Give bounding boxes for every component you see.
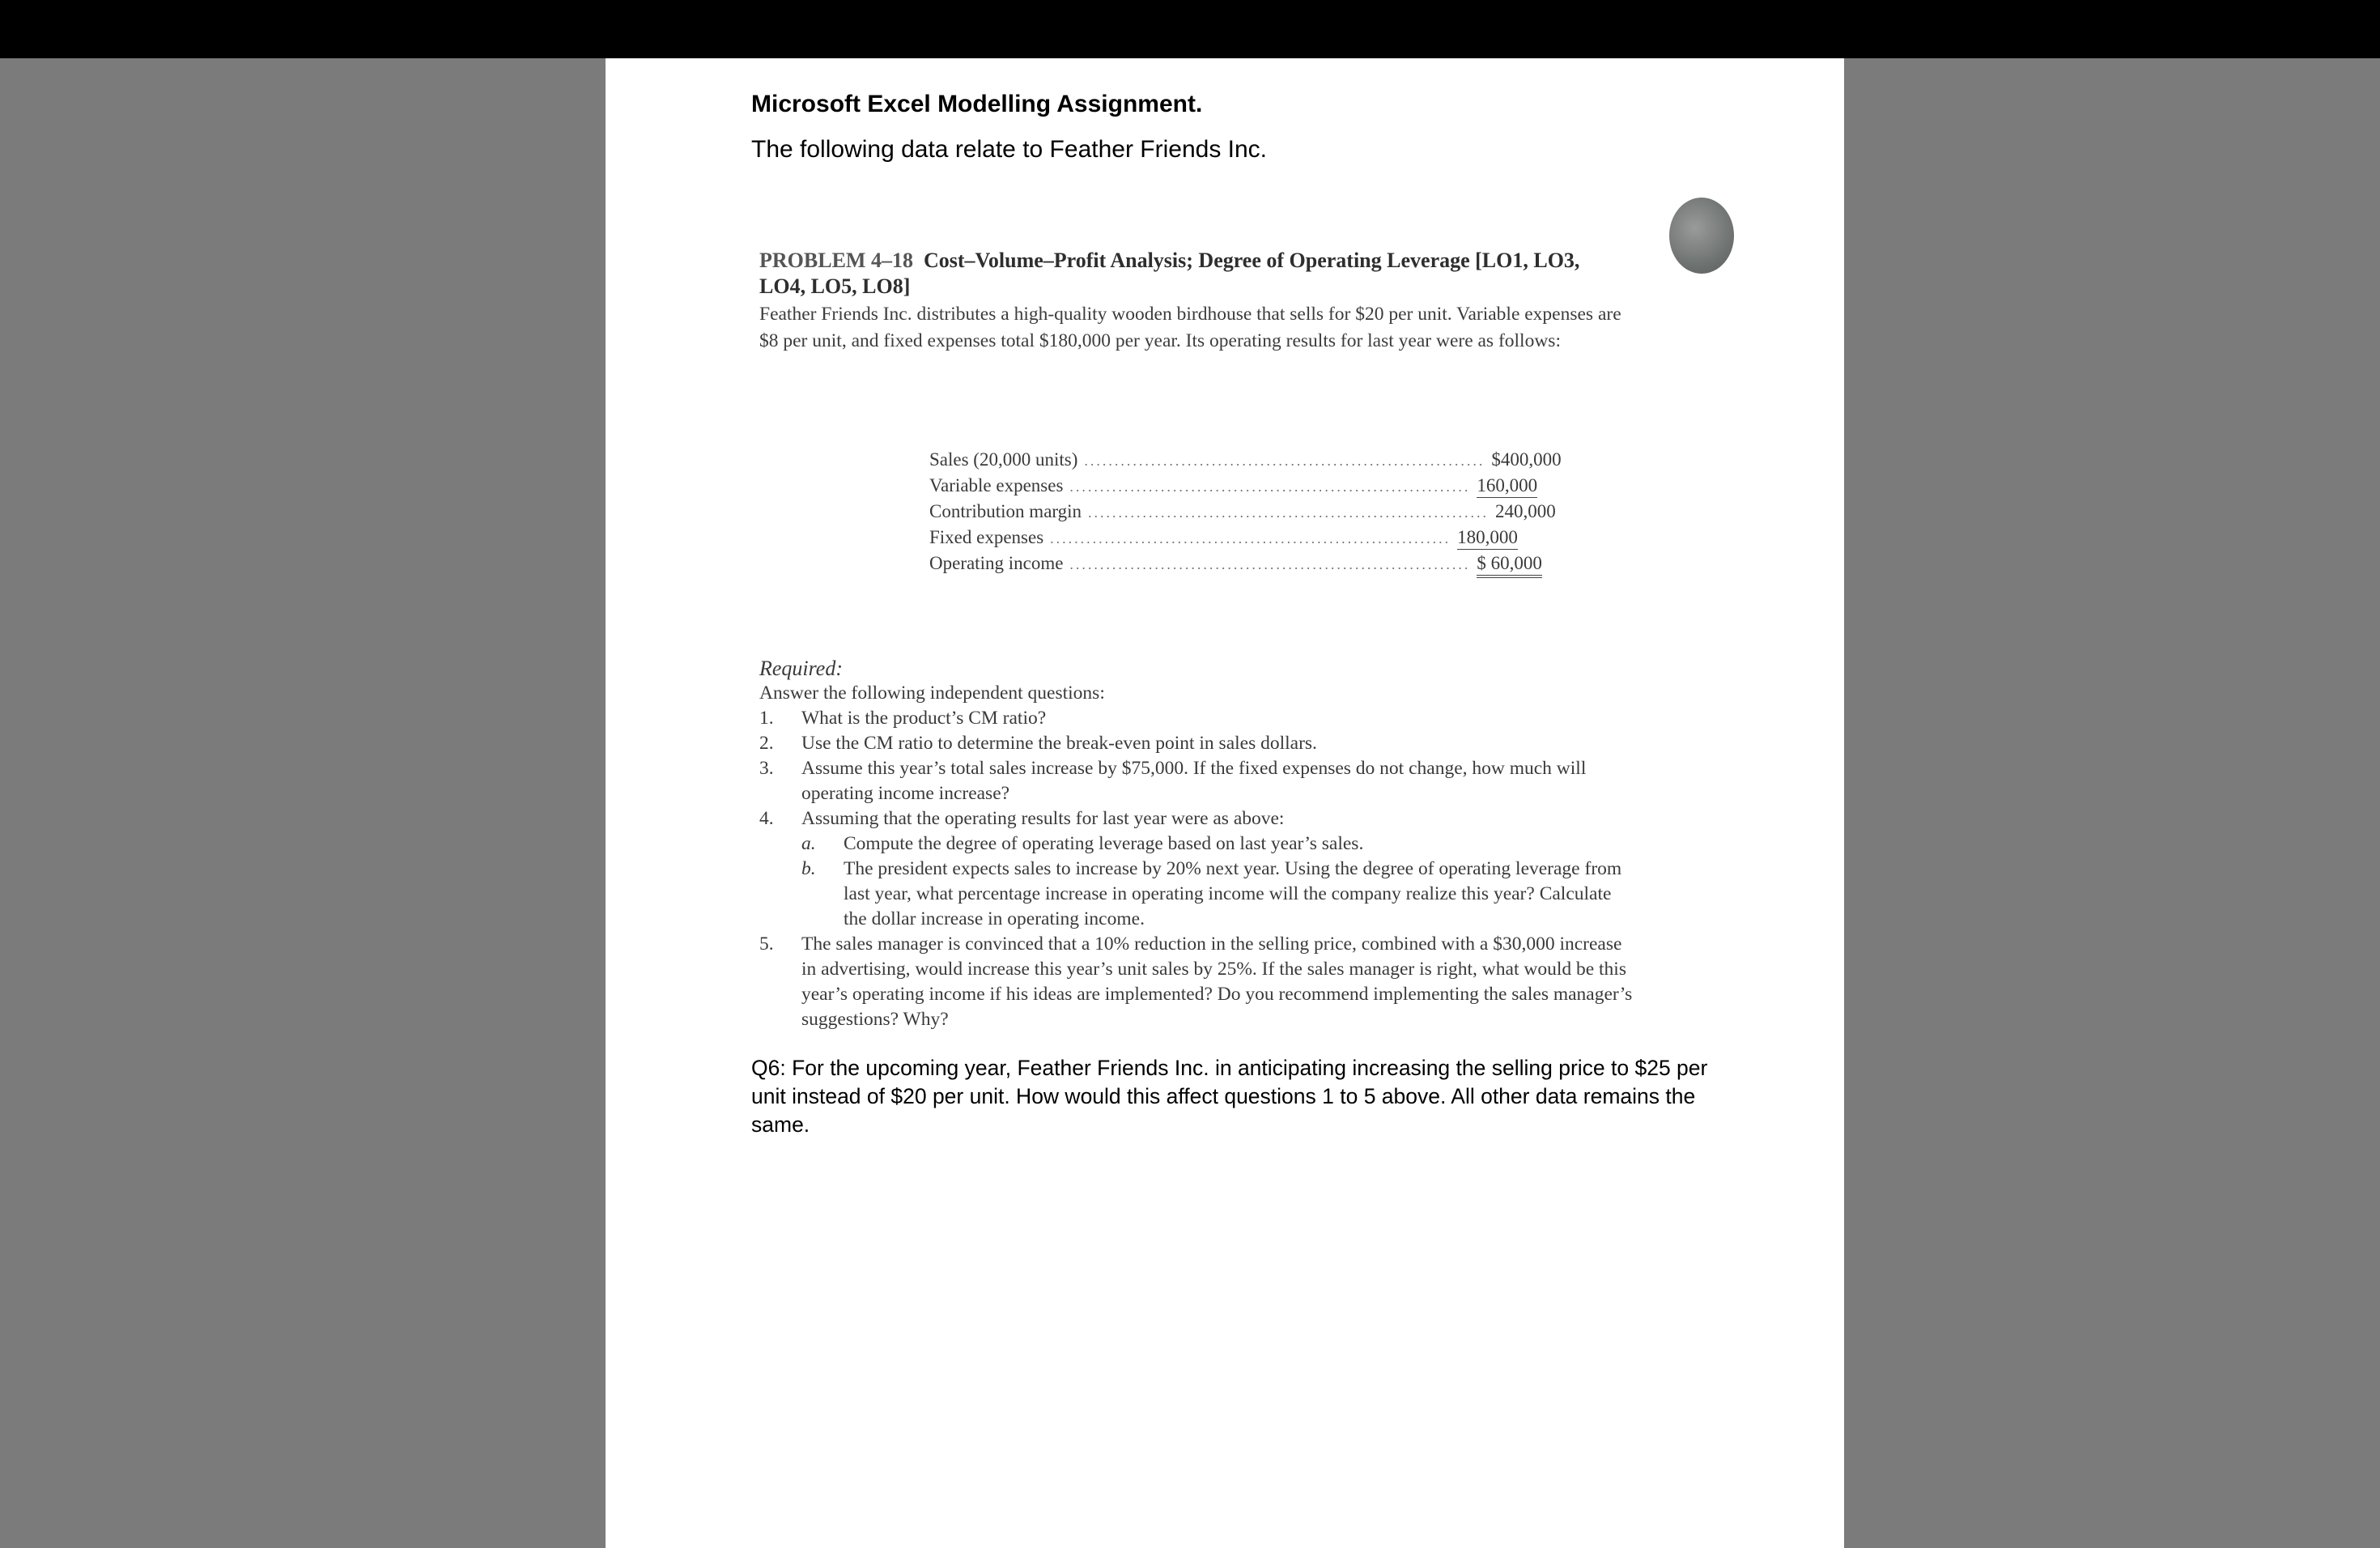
income-value: $400,000 [1491, 449, 1562, 470]
question-subpart [801, 831, 1634, 857]
income-label: Sales (20,000 units) [929, 449, 1078, 470]
subpart-letter: b. [801, 858, 816, 879]
document-intro: The following data relate to Feather Friends Inc. [751, 136, 1268, 163]
question-text: Use the CM ratio to determine the break-even point in sales dollars. [801, 733, 1317, 754]
income-value: 240,000 [1495, 501, 1556, 521]
income-statement [929, 447, 1562, 576]
required-instruction: Answer the following independent questions: [759, 683, 1105, 704]
question-item [759, 756, 1634, 806]
leader-dots: .................................................................. [1069, 478, 1471, 495]
question-item [759, 932, 1634, 1032]
question-item [759, 706, 1634, 731]
question-number: 1. [759, 708, 774, 729]
question-text: Assume this year’s total sales increase by $75,000. If the fixed expenses do not change, how much will operating income increase? [801, 758, 1587, 804]
problem-heading [759, 248, 1585, 300]
subpart-text: Compute the degree of operating leverage based on last year’s sales. [844, 833, 1364, 854]
question-text: What is the product’s CM ratio? [801, 708, 1047, 729]
question-item [759, 806, 1634, 831]
question-number: 3. [759, 758, 774, 779]
problem-title: Cost–Volume–Profit Analysis; Degree of Operating Leverage [LO1, LO3, LO4, LO5, LO8] [759, 249, 1580, 298]
leader-dots: .................................................................. [1069, 556, 1471, 572]
required-section [759, 656, 1634, 1032]
income-label: Operating income [929, 553, 1064, 573]
question-number: 5. [759, 933, 774, 955]
income-label: Fixed expenses [929, 527, 1044, 547]
question-number: 4. [759, 808, 774, 829]
income-row [929, 499, 1556, 525]
viewer-top-bar [0, 0, 2380, 58]
leader-dots: .................................................................. [1088, 504, 1490, 521]
income-value: 160,000 [1477, 474, 1537, 498]
income-row [929, 473, 1538, 499]
question-six: Q6: For the upcoming year, Feather Friends Inc. in anticipating increasing the selling price to $25 per unit instead of $20 per unit. How would this affect questions 1 to 5 above. All other data remains the same. [751, 1056, 1708, 1137]
income-value: $ 60,000 [1477, 552, 1542, 578]
question-number: 2. [759, 733, 774, 754]
problem-number: PROBLEM 4–18 [759, 249, 913, 272]
question-text: Assuming that the operating results for last year were as above: [801, 808, 1285, 829]
income-label: Variable expenses [929, 475, 1064, 495]
income-row [929, 525, 1518, 551]
income-row [929, 551, 1542, 576]
question-subpart [801, 857, 1634, 932]
question-text: The sales manager is convinced that a 10% reduction in the selling price, combined with a $30,000 increase in advertising, would increase this year’s unit sales by 25%. If the sales manager is right, what would be this year’s operating income if his ideas are implemented? Do you recommend implementing the sales manager’s suggestions? Why? [801, 933, 1633, 1030]
subpart-letter: a. [801, 833, 816, 854]
leader-dots: .................................................................. [1084, 453, 1485, 469]
subpart-text: The president expects sales to increase by 20% next year. Using the degree of operating leverage from last year, what percentage increase in operating income will the company realize this year? Calculate the dollar increase in operating income. [844, 858, 1622, 929]
required-title: Required: [759, 657, 843, 680]
question-item [759, 731, 1634, 756]
document-page [606, 58, 1844, 1548]
income-row [929, 447, 1562, 473]
document-title: Microsoft Excel Modelling Assignment. [751, 91, 1203, 117]
leader-dots: .................................................................. [1050, 530, 1451, 546]
income-value: 180,000 [1457, 525, 1518, 550]
income-label: Contribution margin [929, 501, 1082, 521]
problem-body: Feather Friends Inc. distributes a high-quality wooden birdhouse that sells for $20 per unit. Variable expenses are $8 per unit, and fixed expenses total $180,000 per year. Its operating results for last year were as follows: [759, 304, 1621, 351]
scanned-problem [759, 188, 1682, 1030]
